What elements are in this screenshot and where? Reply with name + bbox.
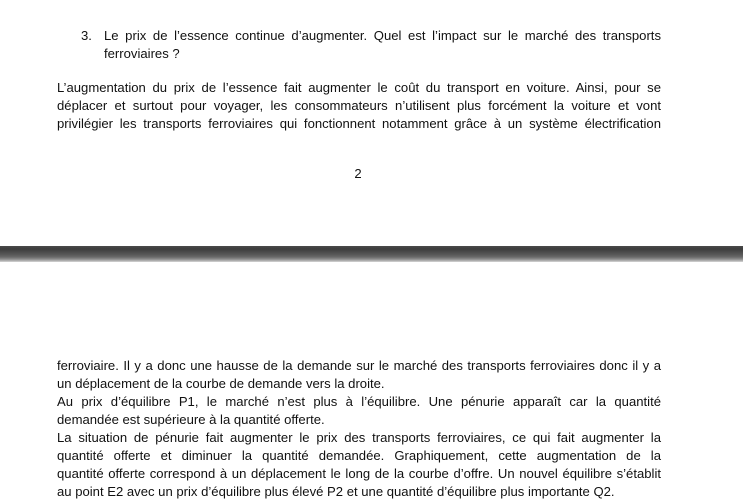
body-line-6: quantité offerte et diminuer la quantité demandée. Graphiquement, cette augmentation de la bbox=[57, 448, 661, 463]
question-text-line-2: ferroviaires ? bbox=[104, 46, 180, 61]
body-line-2: un déplacement de la courbe de demande vers la droite. bbox=[57, 376, 385, 391]
question-number: 3. bbox=[81, 28, 92, 43]
document-page-bottom bbox=[0, 262, 743, 501]
document-page-top bbox=[0, 0, 743, 246]
body-line-5: La situation de pénurie fait augmenter le prix des transports ferroviaires, ce qui fait augmenter la bbox=[57, 430, 661, 445]
body-line-4: demandée est supérieure à la quantité offerte. bbox=[57, 412, 325, 427]
body-line-1: ferroviaire. Il y a donc une hausse de la demande sur le marché des transports ferroviaires donc il y a bbox=[57, 358, 661, 373]
page-number: 2 bbox=[354, 166, 362, 181]
question-text-line-1: Le prix de l’essence continue d’augmenter. Quel est l’impact sur le marché des transports bbox=[104, 28, 661, 43]
body-line-8: au point E2 avec un prix d’équilibre plus élevé P2 et une quantité d’équilibre plus importante Q2. bbox=[57, 484, 615, 499]
page-separator bbox=[0, 246, 743, 262]
answer-line-3: privilégier les transports ferroviaires qui fonctionnent notamment grâce à un système électrification bbox=[57, 116, 661, 131]
body-line-7: quantité offerte correspond à un déplacement le long de la courbe d’offre. Un nouvel équilibre s’établit bbox=[57, 466, 661, 481]
body-line-3: Au prix d’équilibre P1, le marché n’est plus à l’équilibre. Une pénurie apparaît car la quantité bbox=[57, 394, 661, 409]
answer-line-2: déplacer et surtout pour voyager, les consommateurs n’utilisent plus forcément la voiture et vont bbox=[57, 98, 661, 113]
answer-line-1: L’augmentation du prix de l’essence fait augmenter le coût du transport en voiture. Ainsi, pour se bbox=[57, 80, 661, 95]
